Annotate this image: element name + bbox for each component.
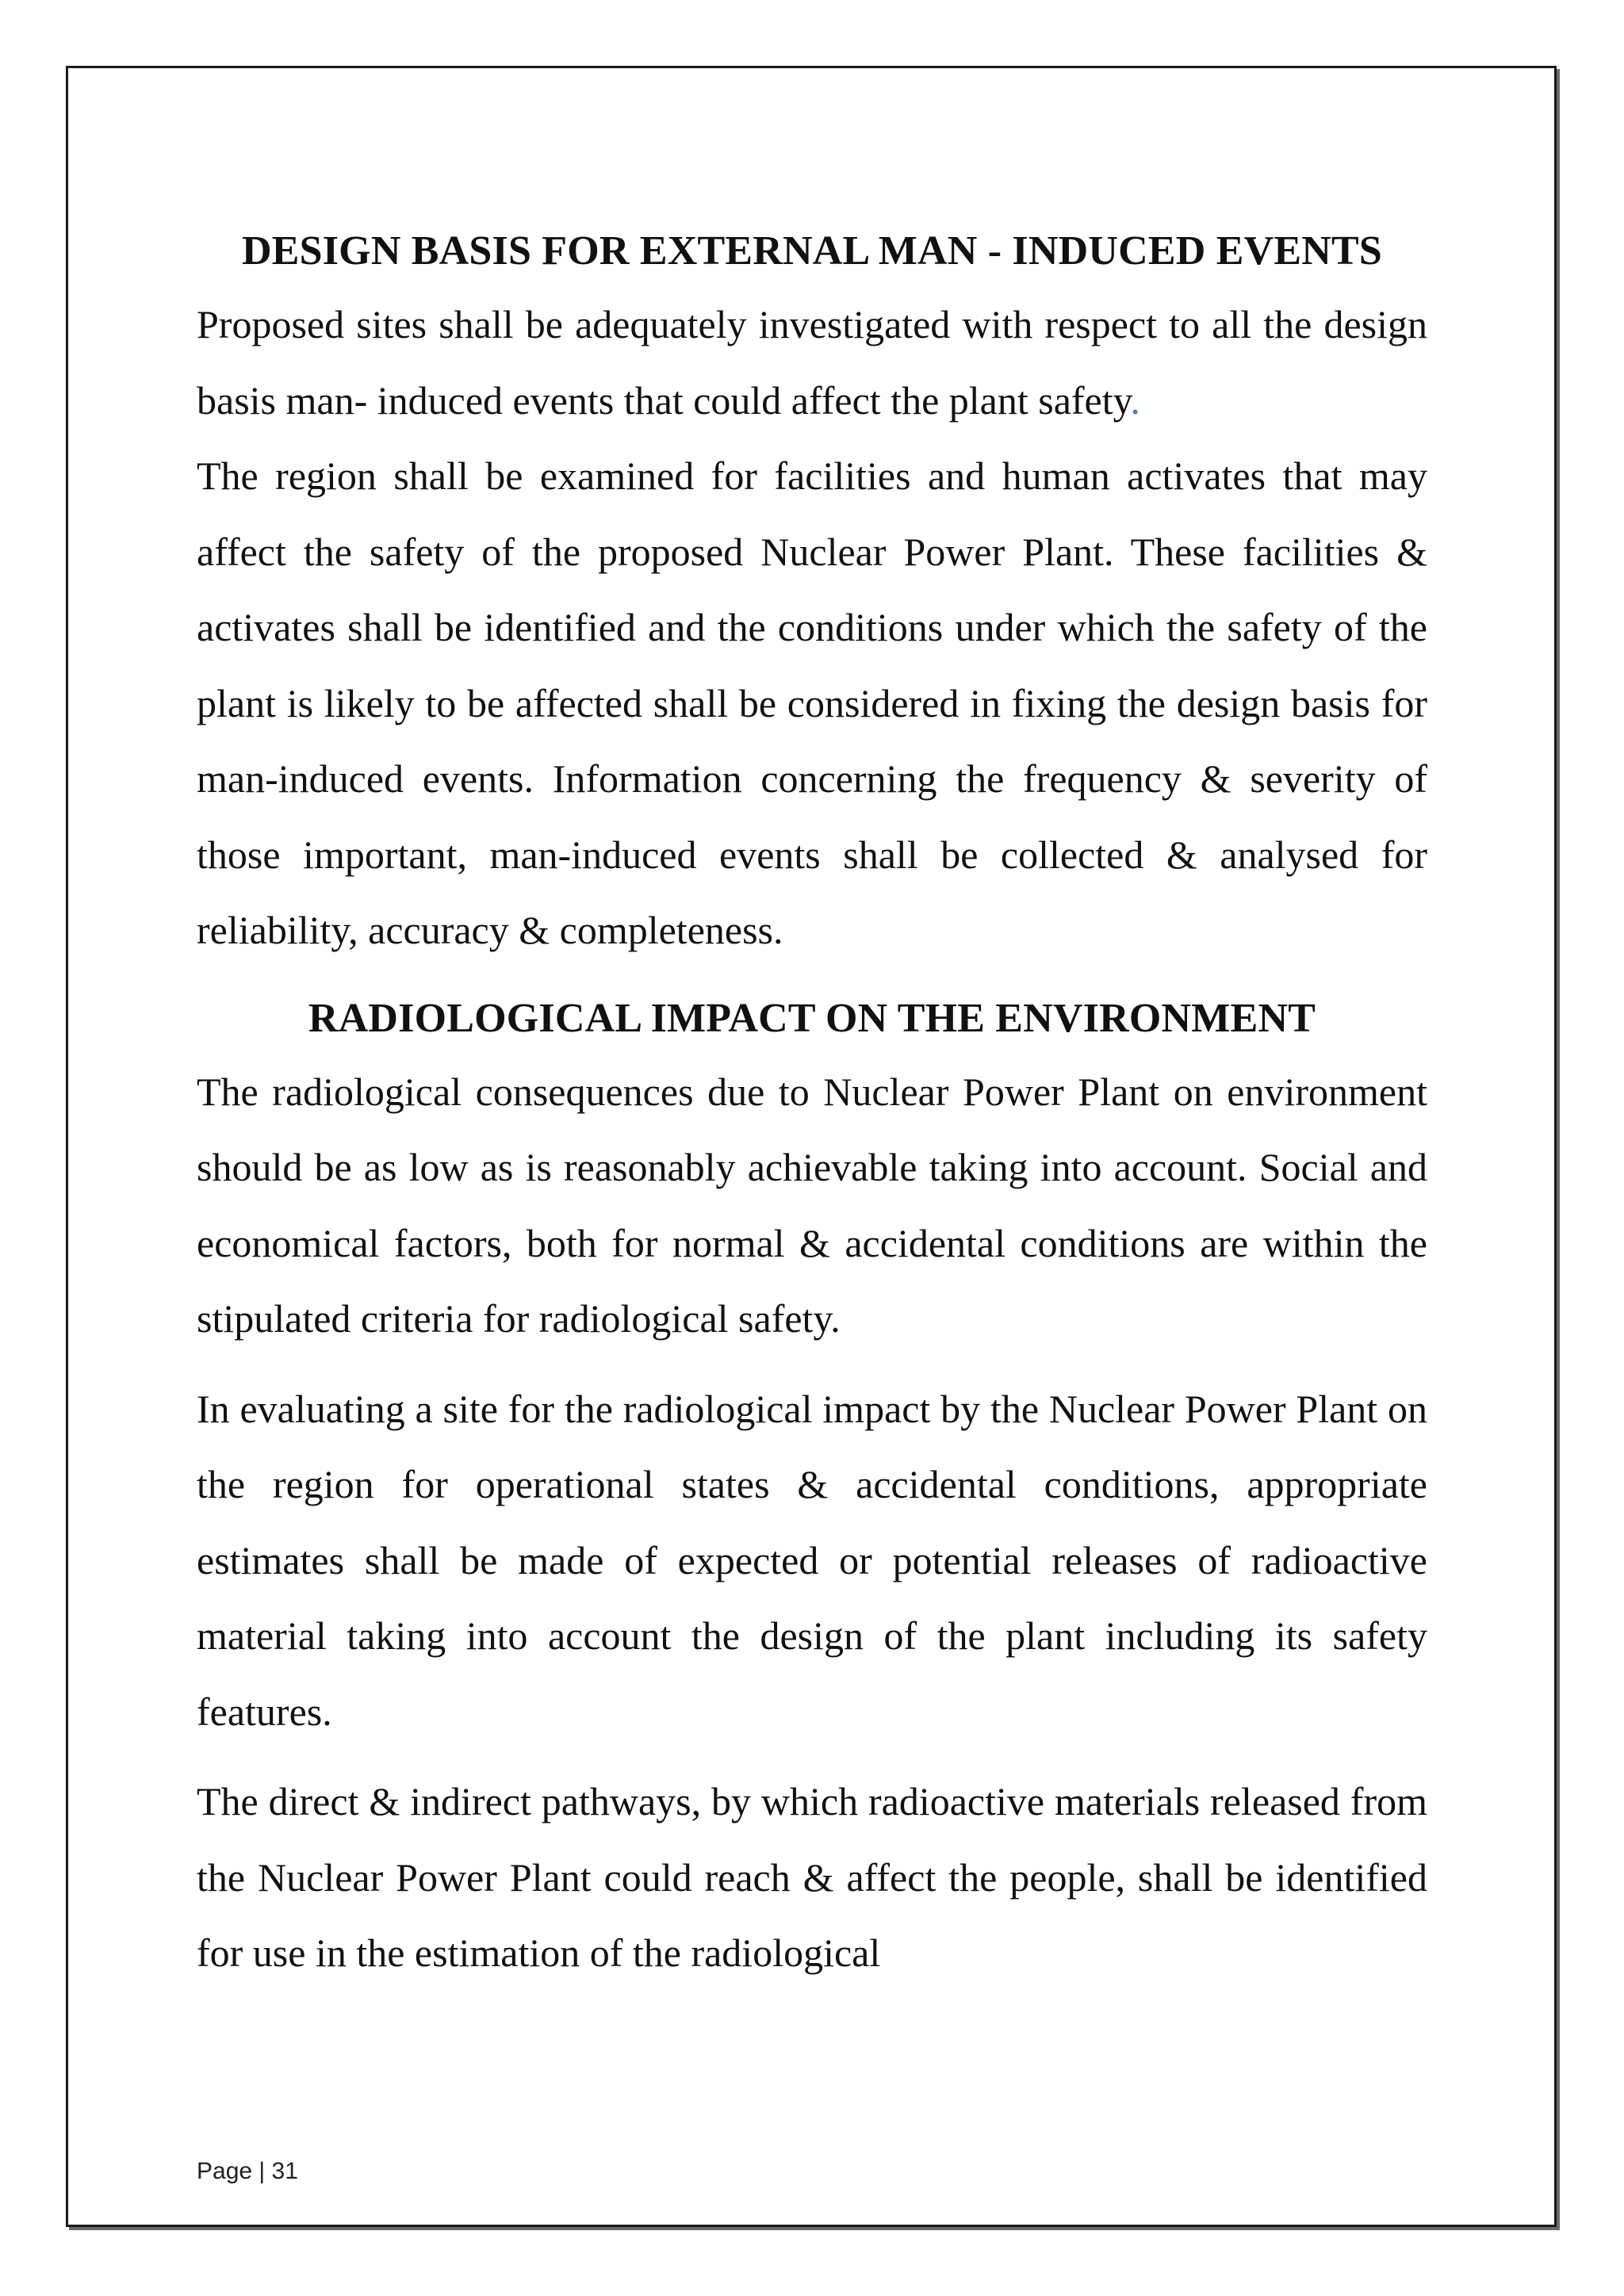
paragraph-end-period: . xyxy=(1130,377,1140,423)
paragraph: The radiological consequences due to Nuclear Power Plant on environment should be as low as is reasonably achievable taking into account. Social and economical factors, both for normal & accidental conditions are within the stipulated criteria for radiological safety. xyxy=(197,1069,1427,1341)
section-heading-radiological-impact: RADIOLOGICAL IMPACT ON THE ENVIRONMENT xyxy=(308,995,1316,1041)
section-heading-man-induced-events: DESIGN BASIS FOR EXTERNAL MAN - INDUCED EVENTS xyxy=(241,228,1382,274)
page-number: Page | 31 xyxy=(197,2158,298,2184)
paragraph: The region shall be examined for facilities and human activates that may affect the safety of the proposed Nuclear Power Plant. These facilities & activates shall be identified and the conditions under which the safety of the plant is likely to be affected shall be considered in fixing the design basis for man-induced events. Information concerning the frequency & severity of those important, man-induced events shall be collected & analysed for reliability, accuracy & completeness. xyxy=(197,453,1427,952)
document-body xyxy=(197,216,1427,1992)
paragraph: The direct & indirect pathways, by which radioactive materials released from the Nuclear Power Plant could reach & affect the people, shall be identified for use in the estimation of the radiological xyxy=(197,1779,1427,1975)
paragraph xyxy=(197,287,1427,438)
paragraph-text: Proposed sites shall be adequately investigated with respect to all the design basis man- induced events that could affect the plant safety xyxy=(197,302,1427,423)
paragraph: In evaluating a site for the radiological impact by the Nuclear Power Plant on the region for operational states & accidental conditions, appropriate estimates shall be made of expected or potential releases of radioactive material taking into account the design of the plant including its safety features. xyxy=(197,1386,1427,1734)
